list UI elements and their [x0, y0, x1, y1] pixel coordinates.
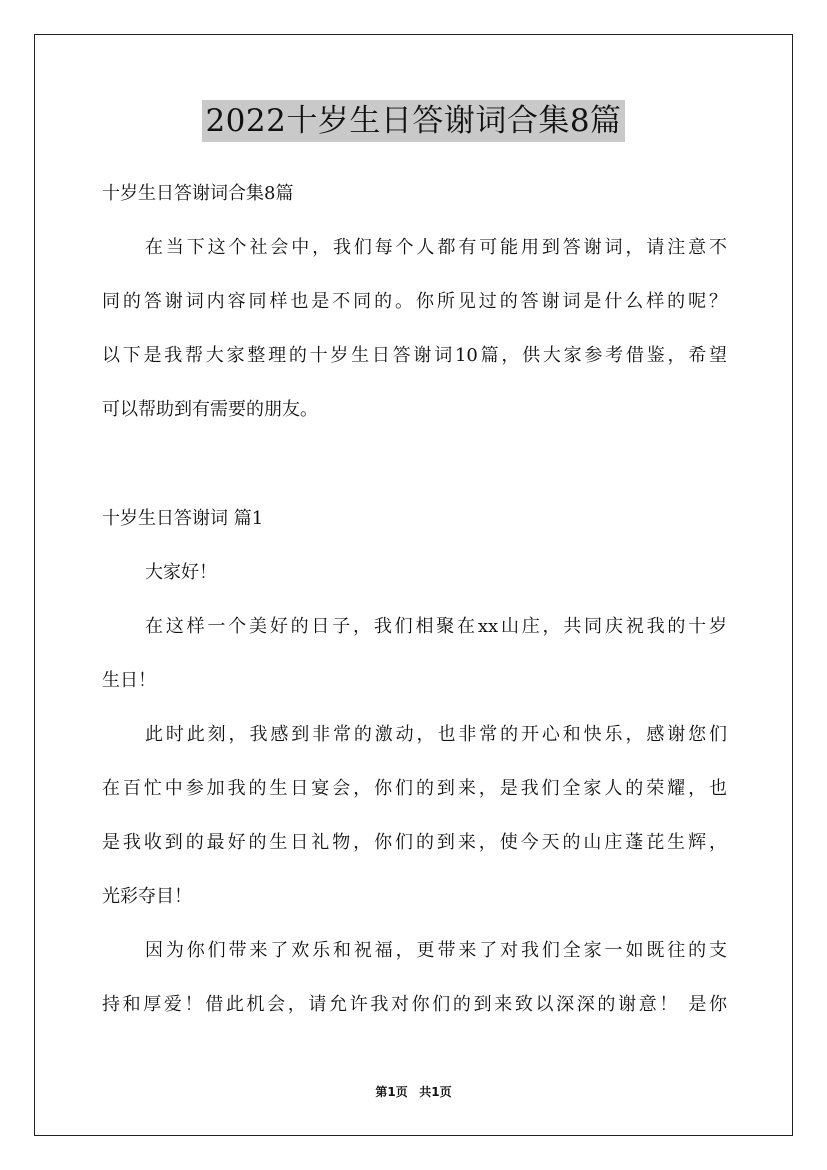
title-container [0, 100, 827, 142]
paragraph-1-line-2: 生日！ [102, 670, 156, 691]
paragraph-2-line-1: 此时此刻，我感到非常的激动，也非常的开心和快乐，感谢您们 [145, 724, 727, 745]
greeting: 大家好！ [145, 562, 217, 583]
intro-line-3: 以下是我帮大家整理的十岁生日答谢词10篇，供大家参考借鉴，希望 [102, 345, 727, 366]
page-number: 第1页 [375, 1085, 408, 1099]
paragraph-2-line-2: 在百忙中参加我的生日宴会，你们的到来，是我们全家人的荣耀，也 [102, 778, 727, 799]
paragraph-3-line-1: 因为你们带来了欢乐和祝福，更带来了对我们全家一如既往的支 [145, 940, 727, 961]
page-footer [0, 1083, 827, 1100]
paragraph-1-line-1: 在这样一个美好的日子，我们相聚在xx山庄，共同庆祝我的十岁 [145, 616, 727, 637]
paragraph-3-line-2: 持和厚爱！借此机会，请允许我对你们的到来致以深深的谢意！ 是你 [102, 994, 727, 1015]
paragraph-2-line-3: 是我收到的最好的生日礼物，你们的到来，使今天的山庄蓬芘生辉， [102, 832, 727, 853]
document-title: 2022十岁生日答谢词合集8篇 [202, 100, 624, 142]
subtitle: 十岁生日答谢词合集8篇 [102, 183, 294, 204]
total-pages: 共1页 [419, 1085, 452, 1099]
intro-line-1: 在当下这个社会中，我们每个人都有可能用到答谢词，请注意不 [145, 237, 727, 258]
intro-line-2: 同的答谢词内容同样也是不同的。你所见过的答谢词是什么样的呢？ [102, 291, 727, 312]
paragraph-2-line-4: 光彩夺目！ [102, 886, 192, 907]
intro-line-4: 可以帮助到有需要的朋友。 [102, 399, 318, 420]
section-heading: 十岁生日答谢词 篇1 [102, 508, 264, 529]
